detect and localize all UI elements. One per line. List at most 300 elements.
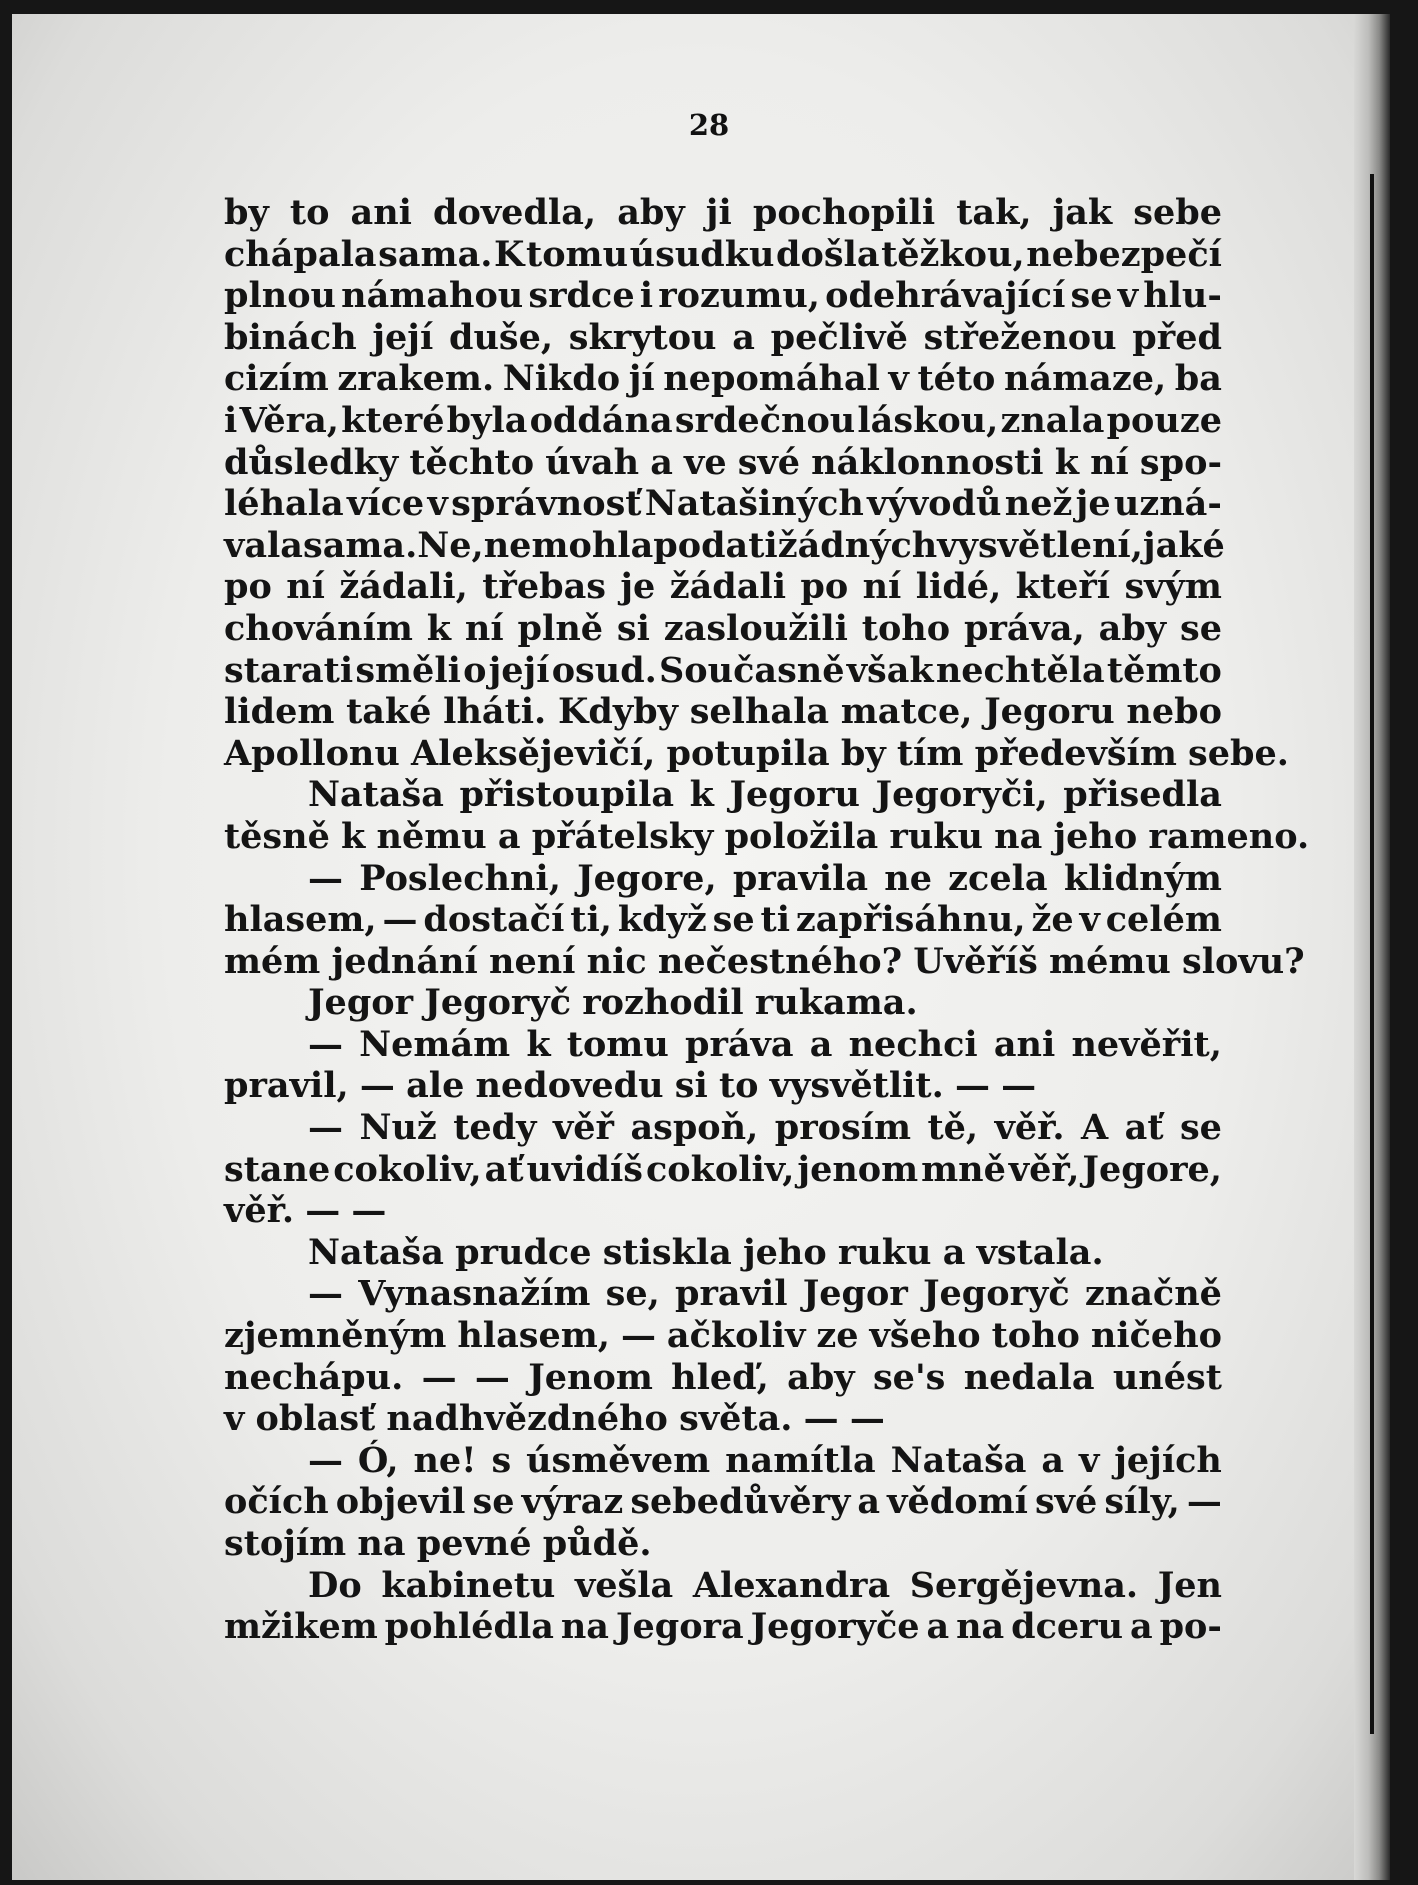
- word: tomu: [526, 233, 629, 275]
- word: Nemám: [359, 1023, 511, 1065]
- word: a: [732, 316, 755, 358]
- word: tomu: [566, 1023, 669, 1065]
- text-line: [224, 192, 1222, 234]
- word: ani: [993, 1023, 1056, 1065]
- word: jejích: [1114, 1439, 1222, 1481]
- word: Jegoru: [729, 774, 860, 816]
- word: přistoupila: [459, 774, 675, 816]
- word: po: [224, 566, 272, 608]
- word: nadhvězdného: [386, 1398, 668, 1440]
- word: —: [1001, 1065, 1037, 1107]
- word: —: [359, 1065, 395, 1107]
- word: plnou: [224, 275, 337, 317]
- binding-edge: [1370, 174, 1374, 1734]
- word: tak,: [956, 192, 1032, 233]
- word: si: [674, 1065, 708, 1107]
- word: Jen: [1157, 1564, 1222, 1606]
- word: ať: [1124, 1107, 1164, 1149]
- word: stiskla: [602, 1231, 732, 1273]
- word: sebedůvěry: [630, 1481, 851, 1523]
- word: ba: [1174, 358, 1222, 400]
- word: lháti.: [443, 691, 547, 733]
- text-line: [224, 1315, 1222, 1357]
- word: k: [426, 607, 452, 649]
- word: její: [488, 649, 550, 691]
- text-line: [224, 608, 1222, 650]
- word: zrakem.: [337, 358, 495, 400]
- word: Nataša: [308, 1231, 444, 1273]
- word: toho: [861, 607, 951, 649]
- word: dostačí: [423, 899, 565, 941]
- text-line: [224, 524, 1225, 567]
- word: starati: [224, 649, 354, 691]
- word: rozhodil: [582, 982, 744, 1024]
- word: uvidíš: [526, 1148, 644, 1190]
- word: —: [620, 1315, 656, 1357]
- word: není: [489, 940, 576, 982]
- word: —: [308, 1273, 343, 1315]
- word: nechci: [848, 1023, 978, 1065]
- word: žádali: [669, 566, 786, 608]
- word: nic: [586, 940, 647, 982]
- word: jeho: [743, 1231, 827, 1273]
- word: vědomí: [887, 1481, 1028, 1523]
- word: věř.: [994, 1107, 1065, 1149]
- text-line: [224, 1398, 1222, 1440]
- word: nedala: [963, 1356, 1095, 1398]
- word: ze: [816, 1315, 859, 1357]
- word: v: [427, 483, 448, 525]
- word: nechtěla: [935, 649, 1105, 691]
- text-line: [224, 1149, 1222, 1191]
- word: přisedla: [1063, 774, 1222, 816]
- word: Jegoryči,: [875, 774, 1048, 816]
- word: matce,: [840, 691, 973, 733]
- word: Nataša: [890, 1439, 1027, 1481]
- word: vysvětlení,: [937, 524, 1143, 566]
- word: než: [1004, 483, 1073, 525]
- word: pečlivě: [770, 316, 908, 358]
- word: a: [809, 1023, 833, 1065]
- word: půdě.: [542, 1523, 652, 1564]
- word: na: [560, 1606, 609, 1648]
- text-line: [224, 732, 1289, 775]
- word: více: [346, 483, 425, 525]
- word: hlu-: [1143, 275, 1222, 317]
- word: Kdyby: [557, 691, 678, 733]
- word: mém: [224, 940, 321, 982]
- word: i: [639, 275, 654, 317]
- word: jí: [628, 358, 655, 400]
- word: náklonnosti: [811, 441, 1044, 483]
- word: aby: [617, 192, 685, 233]
- word: si: [616, 607, 650, 649]
- word: se's: [872, 1356, 946, 1398]
- word: Jegor: [802, 1273, 908, 1315]
- word: však: [846, 649, 934, 691]
- word: ačkoliv: [666, 1315, 806, 1357]
- word: když: [617, 899, 707, 941]
- word: podati: [653, 524, 778, 566]
- word: —: [308, 1439, 343, 1481]
- word: Nuž: [359, 1107, 437, 1149]
- word: výraz: [521, 1481, 624, 1523]
- word: žádných: [777, 524, 938, 566]
- word: ne!: [413, 1439, 477, 1481]
- word: duše,: [449, 316, 554, 358]
- word: tedy: [453, 1107, 537, 1149]
- word: úsudku: [629, 233, 775, 275]
- word: se: [1179, 1107, 1222, 1149]
- word: se: [712, 899, 755, 941]
- word: je: [1075, 483, 1111, 525]
- word: svým: [1124, 566, 1222, 608]
- text-line: [224, 691, 1222, 733]
- word: těžkou,: [881, 233, 1025, 275]
- word: slovu?: [1182, 940, 1305, 982]
- word: Jegore,: [1082, 1148, 1222, 1190]
- word: a: [857, 1481, 881, 1523]
- word: správnosť: [451, 483, 642, 525]
- word: rameno.: [1148, 815, 1310, 857]
- word: Jegoryč: [424, 982, 572, 1024]
- word: jeho: [1053, 815, 1138, 857]
- word: vysvětlit.: [769, 1065, 944, 1107]
- word: k: [689, 774, 714, 816]
- word: je: [620, 566, 656, 608]
- word: spo-: [1139, 441, 1222, 483]
- word: ničeho: [1090, 1315, 1222, 1357]
- word: před: [1132, 316, 1222, 358]
- word: především: [974, 732, 1177, 774]
- body-text: [224, 192, 1310, 1648]
- word: Alexandra: [692, 1564, 891, 1606]
- word: ti: [760, 899, 790, 941]
- text-line: [224, 940, 1305, 983]
- text-line: [224, 858, 1222, 900]
- word: k: [1054, 441, 1079, 483]
- word: zcela: [948, 857, 1048, 899]
- word: Nikdo: [502, 358, 621, 400]
- word: námahou: [341, 275, 524, 317]
- word: cokoliv,: [333, 1148, 482, 1190]
- word: značně: [1084, 1273, 1222, 1315]
- word: v: [888, 358, 909, 400]
- word: dceru: [1011, 1606, 1124, 1648]
- word: mžikem: [224, 1606, 378, 1648]
- word: plně: [517, 607, 604, 649]
- word: lidem: [224, 691, 335, 733]
- word: klidným: [1063, 857, 1222, 899]
- word: a: [942, 1231, 966, 1273]
- word: pohlédla: [384, 1606, 554, 1648]
- word: Jegor: [308, 982, 414, 1024]
- text-line: [224, 899, 1222, 941]
- word: Vynasnažím: [358, 1273, 591, 1315]
- word: sama.: [303, 524, 418, 566]
- word: oblasť: [255, 1398, 376, 1440]
- word: všeho: [869, 1315, 981, 1357]
- word: v: [1079, 899, 1100, 941]
- text-line: [224, 815, 1310, 858]
- word: nepomáhal: [663, 358, 880, 400]
- word: nebo: [1126, 691, 1222, 733]
- word: Jegoru: [984, 691, 1115, 733]
- word: unést: [1112, 1356, 1222, 1398]
- word: na: [994, 815, 1043, 857]
- word: tě,: [927, 1107, 979, 1149]
- word: hlasem,: [457, 1315, 610, 1357]
- text-line: [224, 774, 1222, 816]
- word: Poslechni,: [359, 857, 561, 899]
- page-number: 28: [688, 108, 730, 142]
- word: celém: [1105, 899, 1222, 941]
- word: se: [472, 1481, 515, 1523]
- word: v: [1078, 1439, 1100, 1481]
- word: lidé,: [915, 566, 1002, 608]
- word: věř.: [224, 1190, 295, 1232]
- word: jednání: [331, 940, 478, 982]
- word: cizím: [224, 358, 329, 400]
- word: sebe: [1133, 192, 1222, 233]
- word: těsně: [224, 815, 330, 857]
- word: Ne,: [417, 524, 484, 566]
- word: nedovedu: [475, 1065, 664, 1107]
- word: vala: [224, 524, 303, 566]
- word: znala: [1000, 399, 1105, 441]
- word: láskou,: [857, 399, 999, 441]
- word: Uvěříš: [913, 940, 1038, 982]
- text-line: [224, 358, 1222, 400]
- text-line: [224, 1107, 1222, 1149]
- word: selhala: [689, 691, 830, 733]
- word: a: [497, 815, 521, 857]
- text-line: [224, 1024, 1222, 1066]
- word: by: [840, 732, 886, 774]
- word: aby: [787, 1356, 855, 1398]
- word: —: [474, 1356, 510, 1398]
- word: ale: [406, 1065, 465, 1107]
- word: položila: [724, 815, 879, 857]
- word: Apollonu: [224, 732, 400, 774]
- word: kteří: [1015, 566, 1111, 608]
- word: a: [1041, 1439, 1065, 1481]
- word: ní: [464, 607, 504, 649]
- word: o: [463, 649, 487, 691]
- word: pouze: [1106, 399, 1222, 441]
- text-line: [224, 275, 1222, 317]
- word: prudce: [455, 1231, 592, 1273]
- word: stojím: [224, 1523, 347, 1564]
- word: stane: [224, 1148, 331, 1190]
- word: své: [737, 441, 801, 483]
- word: potupila: [666, 732, 830, 774]
- word: ne: [884, 857, 932, 899]
- word: —: [803, 1398, 839, 1440]
- word: střeženou: [923, 316, 1117, 358]
- word: Jegora: [615, 1606, 744, 1648]
- word: skrytou: [568, 316, 717, 358]
- word: přátelsky: [531, 815, 714, 857]
- word: byla: [446, 399, 528, 441]
- word: osud.: [551, 649, 657, 691]
- word: sebe.: [1188, 732, 1289, 774]
- word: tím: [896, 732, 964, 774]
- word: vešla: [574, 1564, 674, 1606]
- word: —: [308, 1107, 343, 1149]
- word: pochopili: [752, 192, 936, 233]
- word: úsměvem: [526, 1439, 711, 1481]
- word: cokoliv,: [645, 1148, 795, 1190]
- word: Jegoryč: [922, 1273, 1070, 1315]
- word: léhala: [224, 483, 344, 525]
- word: Ó,: [357, 1439, 399, 1481]
- word: se: [1180, 607, 1222, 649]
- word: věř,: [1008, 1148, 1080, 1190]
- text-line: [224, 982, 1222, 1024]
- word: —: [849, 1398, 885, 1440]
- word: v: [1117, 275, 1139, 317]
- word: ani: [350, 192, 412, 233]
- text-line: [224, 234, 1222, 276]
- word: ruku: [889, 815, 983, 857]
- word: a: [650, 441, 673, 483]
- word: hleď,: [671, 1356, 769, 1398]
- word: aby: [1098, 607, 1167, 649]
- word: třebas: [482, 566, 606, 608]
- word: Nataša: [308, 774, 444, 816]
- word: že: [1031, 899, 1074, 941]
- text-line: [224, 1232, 1222, 1274]
- word: pravil: [674, 1273, 788, 1315]
- word: těchto: [409, 441, 535, 483]
- word: úvah: [545, 441, 640, 483]
- word: A: [1081, 1107, 1109, 1149]
- word: síly,: [1104, 1481, 1180, 1523]
- word: jenom: [797, 1148, 919, 1190]
- word: nevěřit,: [1071, 1023, 1222, 1065]
- word: —: [308, 857, 343, 899]
- word: na: [357, 1523, 406, 1564]
- word: i: [224, 399, 238, 441]
- word: hlasem,: [224, 899, 377, 941]
- word: —: [308, 1023, 343, 1065]
- word: sama.: [378, 233, 493, 275]
- word: chápala: [224, 233, 377, 275]
- text-line: [224, 442, 1222, 484]
- word: její: [372, 316, 434, 358]
- word: Sergějevna.: [909, 1564, 1139, 1606]
- text-line: [224, 566, 1222, 608]
- word: práva: [684, 1023, 794, 1065]
- word: nemohla: [483, 524, 654, 566]
- word: toho: [991, 1315, 1080, 1357]
- word: oddána: [529, 399, 673, 441]
- word: K: [494, 233, 525, 275]
- word: došla: [776, 233, 880, 275]
- word: ti,: [570, 899, 612, 941]
- word: —: [421, 1356, 457, 1398]
- word: Do: [308, 1564, 362, 1606]
- word: ruku: [837, 1231, 932, 1273]
- word: ji: [705, 192, 732, 233]
- word: nečestného?: [657, 940, 903, 982]
- word: mně: [921, 1148, 1006, 1190]
- word: k: [341, 815, 366, 857]
- text-line: [224, 1273, 1222, 1315]
- word: Jegore,: [577, 857, 717, 899]
- word: dovedla,: [433, 192, 597, 233]
- word: vývodů: [867, 483, 1002, 525]
- word: Jegoryče: [750, 1606, 920, 1648]
- word: to: [289, 192, 330, 233]
- word: po-: [1159, 1606, 1222, 1648]
- text-line: [224, 1440, 1222, 1482]
- word: směli: [355, 649, 461, 691]
- word: zasloužili: [663, 607, 848, 649]
- text-line: [224, 1190, 1222, 1232]
- word: Věra,: [239, 399, 339, 441]
- text-line: [224, 317, 1222, 359]
- word: namítla: [725, 1439, 876, 1481]
- text-line: [224, 1481, 1222, 1523]
- word: Aleksějevičí,: [411, 732, 656, 774]
- text-line: [224, 1565, 1222, 1607]
- word: rozumu,: [658, 275, 820, 317]
- word: Jenom: [528, 1356, 653, 1398]
- text-line: [224, 650, 1222, 692]
- word: námaze,: [1004, 358, 1167, 400]
- word: srdečnou: [674, 399, 856, 441]
- word: v: [224, 1398, 245, 1440]
- word: na: [956, 1606, 1005, 1648]
- word: aspoň,: [630, 1107, 759, 1149]
- word: ve: [684, 441, 727, 483]
- word: a: [926, 1606, 950, 1648]
- word: očích: [224, 1481, 329, 1523]
- word: ní: [286, 566, 325, 608]
- word: —: [382, 899, 418, 941]
- word: vstala.: [976, 1231, 1104, 1273]
- word: to: [718, 1065, 759, 1107]
- word: —: [1186, 1481, 1222, 1523]
- word: také: [346, 691, 432, 733]
- word: by: [224, 192, 269, 233]
- word: k: [526, 1023, 551, 1065]
- word: zapřisáhnu,: [795, 899, 1026, 941]
- text-line: [224, 1065, 1222, 1107]
- word: jaké: [1142, 524, 1225, 566]
- word: rukama.: [754, 982, 918, 1024]
- text-line: [224, 1357, 1222, 1399]
- word: práva,: [963, 607, 1085, 649]
- word: kabinetu: [381, 1564, 556, 1606]
- word: důsledky: [224, 441, 399, 483]
- word: své: [1034, 1481, 1098, 1523]
- word: ať: [484, 1148, 524, 1190]
- word: nebezpečí: [1026, 233, 1222, 275]
- word: se: [1070, 275, 1113, 317]
- word: objevil: [335, 1481, 466, 1523]
- word: věř: [552, 1107, 614, 1149]
- word: prosím: [774, 1107, 912, 1149]
- word: této: [917, 358, 996, 400]
- text-line: [224, 1523, 1222, 1565]
- word: ní: [1090, 441, 1129, 483]
- text-line: [224, 400, 1222, 442]
- word: pravil,: [224, 1065, 349, 1107]
- word: —: [351, 1190, 387, 1232]
